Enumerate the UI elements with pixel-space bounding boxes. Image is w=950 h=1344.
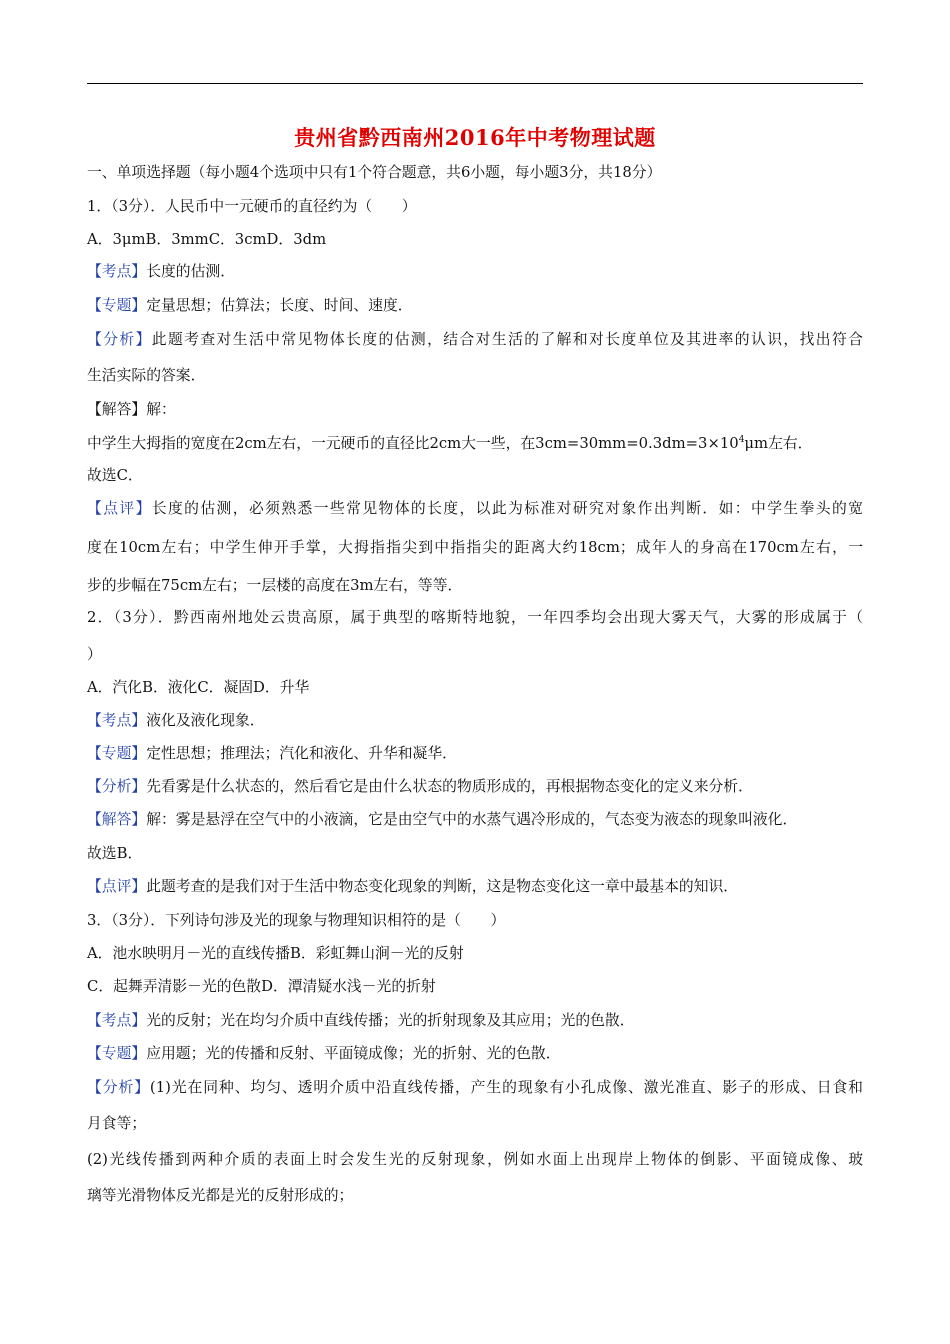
kaodian-tag: 【考点】 bbox=[87, 1012, 147, 1029]
zhuanti-tag: 【专题】 bbox=[87, 745, 147, 762]
question-3-stem: 3．（3分）．下列诗句涉及光的现象与物理知识相符的是（ ） bbox=[87, 912, 506, 929]
jieda-text: 解：雾是悬浮在空气中的小液滴，它是由空气中的水蒸气遇冷形成的，气态变为液态的现象叫液化． bbox=[146, 811, 798, 828]
question-2-jieda bbox=[87, 810, 797, 830]
question-1-jieda-line-1 bbox=[87, 434, 812, 454]
fenxi-text: 此题考查对生活中常见物体长度的估测，结合对生活的了解和对长度单位及其进率的认识，找出符合 bbox=[151, 331, 863, 348]
question-2-stem-line-1: 2．（3分）．黔西南州地处云贵高原，属于典型的喀斯特地貌，一年四季均会出现大雾天气，大雾的形成属于（ bbox=[87, 609, 863, 626]
question-1-fenxi-line-2: 生活实际的答案． bbox=[87, 367, 206, 384]
zhuanti-text: 应用题；光的传播和反射、平面镜成像；光的折射、光的色散． bbox=[146, 1045, 561, 1062]
question-2-fenxi bbox=[87, 777, 753, 797]
fenxi-tag: 【分析】 bbox=[87, 778, 147, 795]
exponent: 4 bbox=[738, 435, 745, 445]
zhuanti-text: 定量思想；估算法；长度、时间、速度． bbox=[146, 297, 413, 314]
dianping-text: 长度的估测，必须熟悉一些常见物体的长度，以此为标准对研究对象作出判断．如：中学生拳头的宽 bbox=[151, 500, 863, 517]
question-1-dianping-line-3: 步的步幅在75cm左右；一层楼的高度在3m左右，等等． bbox=[87, 577, 463, 594]
question-3-fenxi-line-1 bbox=[87, 1078, 863, 1098]
fenxi-text: (1)光在同种、均匀、透明介质中沿直线传播，产生的现象有小孔成像、激光准直、影子的形成、日食和 bbox=[149, 1079, 863, 1096]
header-rule bbox=[87, 83, 863, 84]
question-2-dianping bbox=[87, 877, 738, 897]
question-1-fenxi-line-1 bbox=[87, 330, 863, 350]
question-3-options-line-1: A．池水映明月－光的直线传播B．彩虹舞山涧－光的反射 bbox=[87, 945, 464, 962]
question-1-choice: 故选C． bbox=[87, 467, 143, 484]
question-2-options: A．汽化B．液化C．凝固D．升华 bbox=[87, 679, 310, 696]
question-1-jieda-label: 【解答】解： bbox=[87, 401, 176, 418]
question-3-fenxi-line-4: 璃等光滑物体反光都是光的反射形成的； bbox=[87, 1187, 354, 1204]
zhuanti-tag: 【专题】 bbox=[87, 1045, 147, 1062]
fenxi-text: 先看雾是什么状态的，然后看它是由什么状态的物质形成的，再根据物态变化的定义来分析． bbox=[146, 778, 753, 795]
fenxi-tag: 【分析】 bbox=[87, 1079, 150, 1096]
question-1-dianping-line-1 bbox=[87, 499, 863, 519]
kaodian-tag: 【考点】 bbox=[87, 263, 147, 280]
question-3-options-line-2: C．起舞弄清影－光的色散D．潭清疑水浅－光的折射 bbox=[87, 978, 436, 995]
question-3-fenxi-line-2: 月食等； bbox=[87, 1115, 147, 1132]
question-3-fenxi-line-3: (2)光线传播到两种介质的表面上时会发生光的反射现象，例如水面上出现岸上物体的倒影、平面镜成像、玻 bbox=[87, 1151, 863, 1168]
question-2-choice: 故选B． bbox=[87, 845, 143, 862]
kaodian-tag: 【考点】 bbox=[87, 712, 147, 729]
question-1-options: A．3μmB．3mmC．3cmD．3dm bbox=[87, 231, 327, 248]
question-2-stem-line-2: ） bbox=[87, 646, 102, 663]
kaodian-text: 长度的估测． bbox=[146, 263, 235, 280]
dianping-tag: 【点评】 bbox=[87, 878, 147, 895]
kaodian-text: 液化及液化现象． bbox=[146, 712, 265, 729]
dianping-text: 此题考查的是我们对于生活中物态变化现象的判断，这是物态变化这一章中最基本的知识． bbox=[146, 878, 739, 895]
question-2-kaodian bbox=[87, 711, 265, 731]
section-heading: 一、单项选择题（每小题4个选项中只有1个符合题意，共6小题，每小题3分，共18分） bbox=[87, 164, 662, 181]
question-1-kaodian bbox=[87, 262, 235, 282]
page-title: 贵州省黔西南州2016年中考物理试题 bbox=[294, 125, 656, 150]
dianping-tag: 【点评】 bbox=[87, 500, 152, 517]
question-3-kaodian bbox=[87, 1011, 635, 1031]
jieda-text-a: 中学生大拇指的宽度在2cm左右，一元硬币的直径比2cm大一些，在3cm=30mm=0.3dm=3×10 bbox=[87, 435, 739, 452]
question-2-zhuanti bbox=[87, 744, 457, 764]
question-1-stem: 1．（3分）．人民币中一元硬币的直径约为（ ） bbox=[87, 198, 417, 215]
fenxi-tag: 【分析】 bbox=[87, 331, 152, 348]
zhuanti-tag: 【专题】 bbox=[87, 297, 147, 314]
jieda-text-b: μm左右． bbox=[744, 435, 813, 452]
kaodian-text: 光的反射；光在均匀介质中直线传播；光的折射现象及其应用；光的色散． bbox=[146, 1012, 635, 1029]
question-3-zhuanti bbox=[87, 1044, 561, 1064]
question-1-dianping-line-2: 度在10cm左右；中学生伸开手掌，大拇指指尖到中指指尖的距离大约18cm；成年人的身高在170cm左右，一 bbox=[87, 539, 863, 556]
jieda-tag: 【解答】 bbox=[87, 811, 147, 828]
question-1-zhuanti bbox=[87, 296, 413, 316]
zhuanti-text: 定性思想；推理法；汽化和液化、升华和凝华． bbox=[146, 745, 457, 762]
